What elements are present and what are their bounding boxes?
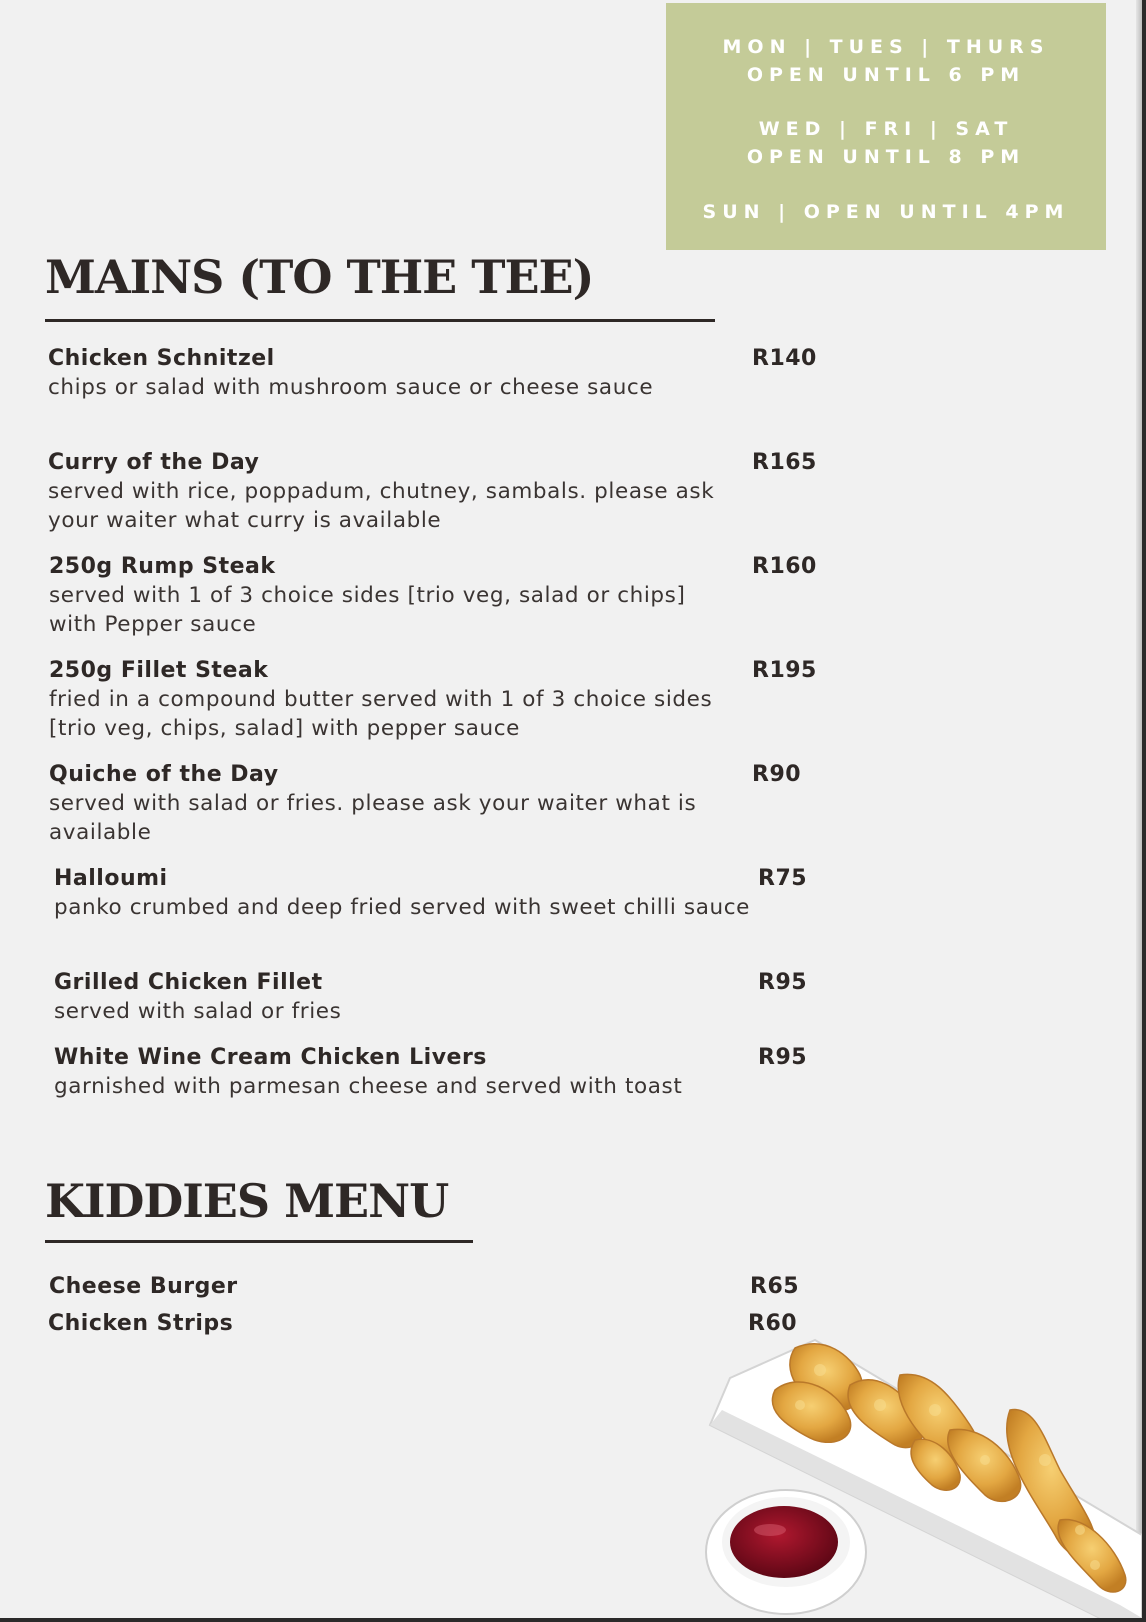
- hours-block-3: [666, 198, 1106, 226]
- item-description: panko crumbed and deep fried served with sweet chilli sauce: [54, 895, 750, 920]
- item-name: Curry of the Day: [48, 450, 260, 475]
- item-price: R165: [752, 450, 817, 475]
- item-price: R95: [758, 970, 808, 995]
- item-price: R140: [752, 346, 817, 371]
- item-price: R75: [758, 866, 808, 891]
- item-name: White Wine Cream Chicken Livers: [54, 1045, 487, 1070]
- item-price: R195: [752, 658, 817, 683]
- item-description: served with salad or fries. please ask your waiter what is available: [49, 791, 697, 845]
- item-price: R95: [758, 1045, 808, 1070]
- item-price: R60: [748, 1311, 798, 1336]
- item-name: Grilled Chicken Fillet: [54, 970, 323, 995]
- item-price: R65: [750, 1274, 800, 1299]
- hours-time-2: OPEN UNTIL 8 PM: [746, 146, 1026, 168]
- hours-block-1: [666, 33, 1106, 89]
- kiddies-title: KIDDIES MENU: [45, 1174, 449, 1228]
- hours-days-1: MON | TUES | THURS: [722, 36, 1050, 58]
- kiddies-divider: [45, 1240, 473, 1243]
- item-name: Chicken Strips: [48, 1311, 234, 1336]
- hours-days-2: WED | FRI | SAT: [758, 118, 1014, 140]
- mains-divider: [45, 319, 715, 322]
- item-name: Cheese Burger: [49, 1274, 238, 1299]
- item-description: served with rice, poppadum, chutney, sambals. please ask your waiter what curry is available: [48, 479, 715, 533]
- item-price: R160: [752, 554, 817, 579]
- mains-title: MAINS (TO THE TEE): [45, 250, 594, 304]
- item-description: served with 1 of 3 choice sides [trio veg, salad or chips] with Pepper sauce: [49, 583, 686, 637]
- hours-block-2: [666, 115, 1106, 171]
- item-description: chips or salad with mushroom sauce or cheese sauce: [48, 375, 654, 400]
- chicken-strips-photo: [700, 1330, 1142, 1618]
- item-description: garnished with parmesan cheese and served with toast: [54, 1074, 683, 1099]
- item-name: Chicken Schnitzel: [48, 346, 275, 371]
- item-name: Quiche of the Day: [49, 762, 279, 787]
- item-description: fried in a compound butter served with 1 of 3 choice sides [trio veg, chips, salad] with pepper sauce: [49, 687, 713, 741]
- item-description: served with salad or fries: [54, 999, 342, 1024]
- item-price: R90: [752, 762, 802, 787]
- item-name: 250g Fillet Steak: [49, 658, 269, 683]
- item-name: Halloumi: [54, 866, 168, 891]
- item-name: 250g Rump Steak: [49, 554, 276, 579]
- opening-hours-box: [666, 3, 1106, 250]
- hours-time-1: OPEN UNTIL 6 PM: [746, 64, 1026, 86]
- hours-sunday: SUN | OPEN UNTIL 4PM: [702, 201, 1070, 223]
